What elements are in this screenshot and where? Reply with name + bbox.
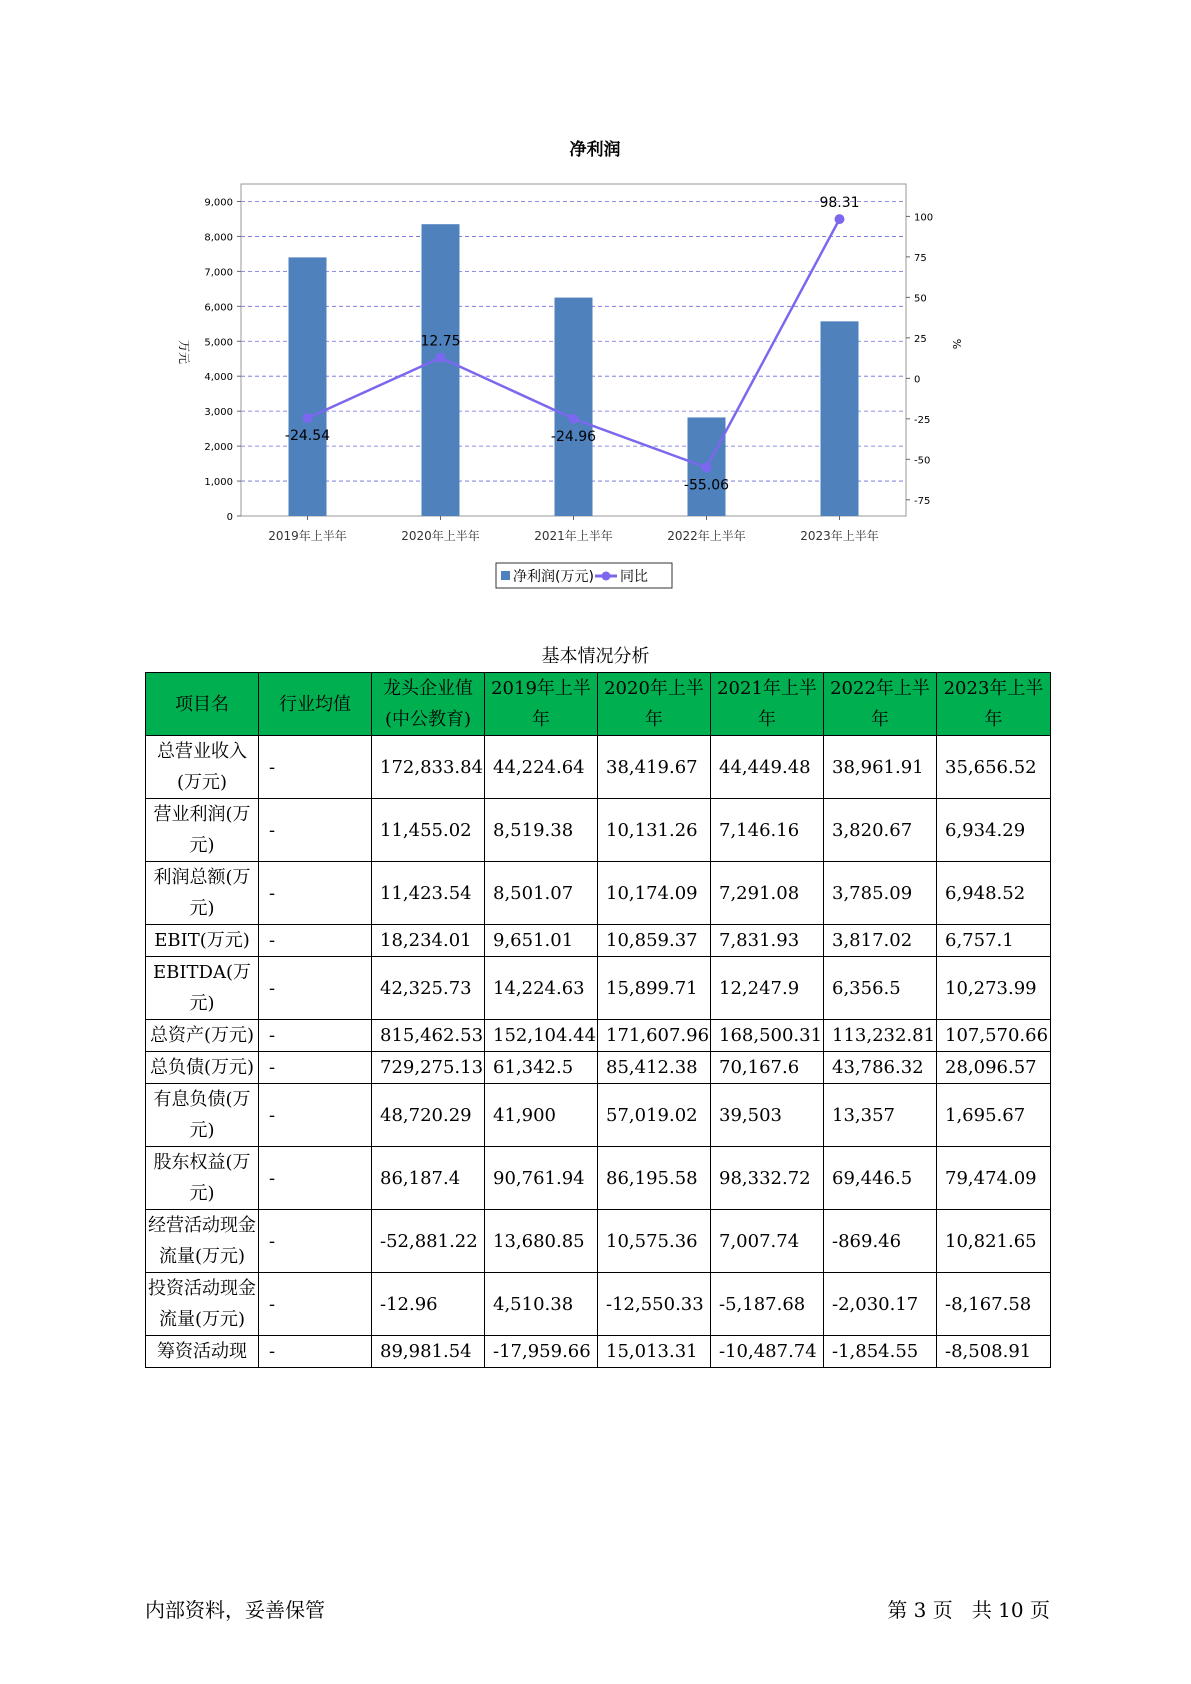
bar [821, 321, 859, 516]
column-header: 2022年上半年 [824, 673, 937, 736]
y-tick-label: 8,000 [204, 232, 233, 244]
data-label: 98.31 [819, 195, 860, 212]
row-label: 股东权益(万元) [146, 1147, 259, 1210]
table-row [146, 1273, 1051, 1336]
right-y-axis [906, 212, 933, 506]
data-label: 12.75 [420, 333, 461, 350]
line-point [835, 214, 845, 224]
industry-average-cell: - [259, 1147, 372, 1210]
value-cell: -1,854.55 [824, 1336, 937, 1368]
row-label: 利润总额(万元) [146, 862, 259, 925]
value-cell: 107,570.66 [937, 1020, 1051, 1052]
table-header-row [146, 673, 1051, 736]
value-cell: 44,224.64 [485, 736, 598, 799]
value-cell: 168,500.31 [711, 1020, 824, 1052]
value-cell: 89,981.54 [372, 1336, 485, 1368]
value-cell: 41,900 [485, 1084, 598, 1147]
chart-legend [496, 563, 672, 588]
y-tick-label: 5,000 [204, 337, 233, 349]
row-label: 投资活动现金流量(万元) [146, 1273, 259, 1336]
industry-average-cell: - [259, 862, 372, 925]
column-header: 2023年上半年 [937, 673, 1051, 736]
value-cell: 42,325.73 [372, 957, 485, 1020]
row-label: 总负债(万元) [146, 1052, 259, 1084]
value-cell: 86,195.58 [598, 1147, 711, 1210]
y-axis-label: 万元 [177, 339, 191, 365]
value-cell: 10,273.99 [937, 957, 1051, 1020]
value-cell: 152,104.44 [485, 1020, 598, 1052]
row-label: 经营活动现金流量(万元) [146, 1210, 259, 1273]
y-tick-label: 2,000 [204, 442, 233, 454]
legend-line-label: 同比 [620, 569, 648, 585]
value-cell: 7,146.16 [711, 799, 824, 862]
table-row [146, 1210, 1051, 1273]
value-cell: 14,224.63 [485, 957, 598, 1020]
table-row [146, 1147, 1051, 1210]
value-cell: 3,817.02 [824, 925, 937, 957]
y-tick-label: 7,000 [204, 267, 233, 279]
value-cell: 729,275.13 [372, 1052, 485, 1084]
x-tick-label: 2022年上半年 [667, 529, 746, 543]
row-label: EBITDA(万元) [146, 957, 259, 1020]
value-cell: 8,519.38 [485, 799, 598, 862]
value-cell: 9,651.01 [485, 925, 598, 957]
table-row [146, 862, 1051, 925]
value-cell: 15,013.31 [598, 1336, 711, 1368]
value-cell: 44,449.48 [711, 736, 824, 799]
data-label: -55.06 [683, 477, 730, 494]
value-cell: -52,881.22 [372, 1210, 485, 1273]
column-header: 2019年上半年 [485, 673, 598, 736]
y-tick-label: 0 [226, 512, 233, 523]
y2-tick-label: -25 [914, 414, 931, 426]
line-point [702, 463, 712, 473]
industry-average-cell: - [259, 736, 372, 799]
column-header: 2021年上半年 [711, 673, 824, 736]
y2-tick-label: 100 [914, 212, 934, 224]
y-tick-label: 6,000 [204, 302, 233, 314]
value-cell: 48,720.29 [372, 1084, 485, 1147]
net-profit-chart [170, 130, 1020, 600]
value-cell: 79,474.09 [937, 1147, 1051, 1210]
line-point [569, 414, 579, 424]
value-cell: -12.96 [372, 1273, 485, 1336]
value-cell: 10,131.26 [598, 799, 711, 862]
value-cell: 113,232.81 [824, 1020, 937, 1052]
industry-average-cell: - [259, 799, 372, 862]
value-cell: 4,510.38 [485, 1273, 598, 1336]
industry-average-cell: - [259, 1084, 372, 1147]
y-tick-label: 1,000 [204, 477, 233, 489]
row-label: 总资产(万元) [146, 1020, 259, 1052]
y-tick-label: 4,000 [204, 372, 233, 384]
footer-confidential-note: 内部资料，妥善保管 [145, 1598, 325, 1622]
bar-series [289, 224, 859, 516]
legend-bar-swatch [501, 571, 510, 580]
value-cell: 43,786.32 [824, 1052, 937, 1084]
value-cell: 86,187.4 [372, 1147, 485, 1210]
value-cell: 38,961.91 [824, 736, 937, 799]
industry-average-cell: - [259, 1052, 372, 1084]
value-cell: 7,291.08 [711, 862, 824, 925]
y2-tick-label: 25 [914, 333, 927, 345]
row-label: 有息负债(万元) [146, 1084, 259, 1147]
y2-tick-label: 50 [914, 293, 927, 305]
y2-axis-label: % [950, 338, 963, 350]
value-cell: 6,757.1 [937, 925, 1051, 957]
table-row [146, 799, 1051, 862]
table-row [146, 957, 1051, 1020]
value-cell: -10,487.74 [711, 1336, 824, 1368]
value-cell: 8,501.07 [485, 862, 598, 925]
industry-average-cell: - [259, 1336, 372, 1368]
value-cell: -8,508.91 [937, 1336, 1051, 1368]
data-label: -24.54 [284, 428, 331, 445]
basic-analysis-table [145, 672, 1051, 1368]
value-cell: 10,575.36 [598, 1210, 711, 1273]
value-cell: 10,174.09 [598, 862, 711, 925]
table-row [146, 1052, 1051, 1084]
value-cell: 1,695.67 [937, 1084, 1051, 1147]
value-cell: 10,859.37 [598, 925, 711, 957]
value-cell: 85,412.38 [598, 1052, 711, 1084]
industry-average-cell: - [259, 957, 372, 1020]
value-cell: -2,030.17 [824, 1273, 937, 1336]
value-cell: -12,550.33 [598, 1273, 711, 1336]
table-title: 基本情况分析 [541, 646, 650, 667]
data-label: -24.96 [550, 428, 597, 445]
x-tick-label: 2023年上半年 [800, 529, 879, 543]
row-label: 营业利润(万元) [146, 799, 259, 862]
bar [422, 224, 460, 516]
value-cell: -5,187.68 [711, 1273, 824, 1336]
value-cell: 70,167.6 [711, 1052, 824, 1084]
value-cell: 57,019.02 [598, 1084, 711, 1147]
y-tick-label: 9,000 [204, 197, 233, 209]
industry-average-cell: - [259, 925, 372, 957]
value-cell: -8,167.58 [937, 1273, 1051, 1336]
column-header: 项目名 [146, 673, 259, 736]
value-cell: 12,247.9 [711, 957, 824, 1020]
value-cell: 6,356.5 [824, 957, 937, 1020]
legend-line-marker [602, 572, 611, 581]
footer-page-number: 第 3 页 共 10 页 [887, 1598, 1050, 1622]
value-cell: 6,934.29 [937, 799, 1051, 862]
line-point [436, 353, 446, 363]
legend-bar-label: 净利润(万元) [513, 569, 594, 585]
y2-tick-label: -75 [914, 495, 931, 507]
y2-tick-label: 75 [914, 252, 927, 264]
value-cell: 35,656.52 [937, 736, 1051, 799]
x-axis [268, 516, 879, 543]
y-tick-label: 3,000 [204, 407, 233, 419]
value-cell: 3,785.09 [824, 862, 937, 925]
value-cell: 6,948.52 [937, 862, 1051, 925]
bar [289, 257, 327, 516]
value-cell: 7,831.93 [711, 925, 824, 957]
row-label: 筹资活动现 [146, 1336, 259, 1368]
value-cell: 7,007.74 [711, 1210, 824, 1273]
row-label: 总营业收入(万元) [146, 736, 259, 799]
value-cell: -17,959.66 [485, 1336, 598, 1368]
value-cell: 61,342.5 [485, 1052, 598, 1084]
line-point [303, 413, 313, 423]
table-row [146, 1336, 1051, 1368]
industry-average-cell: - [259, 1273, 372, 1336]
table-row [146, 1084, 1051, 1147]
y2-tick-label: 0 [914, 374, 921, 386]
table-row [146, 1020, 1051, 1052]
value-cell: 38,419.67 [598, 736, 711, 799]
value-cell: 90,761.94 [485, 1147, 598, 1210]
value-cell: 18,234.01 [372, 925, 485, 957]
value-cell: 69,446.5 [824, 1147, 937, 1210]
bar [555, 298, 593, 516]
industry-average-cell: - [259, 1210, 372, 1273]
x-tick-label: 2021年上半年 [534, 529, 613, 543]
value-cell: 15,899.71 [598, 957, 711, 1020]
value-cell: 171,607.96 [598, 1020, 711, 1052]
left-y-axis [204, 197, 241, 523]
column-header: 2020年上半年 [598, 673, 711, 736]
value-cell: 13,357 [824, 1084, 937, 1147]
row-label: EBIT(万元) [146, 925, 259, 957]
column-header: 龙头企业值(中公教育) [372, 673, 485, 736]
x-tick-label: 2019年上半年 [268, 529, 347, 543]
value-cell: 3,820.67 [824, 799, 937, 862]
table-row [146, 736, 1051, 799]
value-cell: -869.46 [824, 1210, 937, 1273]
value-cell: 11,423.54 [372, 862, 485, 925]
y2-tick-label: -50 [914, 455, 931, 467]
value-cell: 815,462.53 [372, 1020, 485, 1052]
table-row [146, 925, 1051, 957]
chart-title: 净利润 [569, 140, 621, 160]
value-cell: 98,332.72 [711, 1147, 824, 1210]
value-cell: 10,821.65 [937, 1210, 1051, 1273]
value-cell: 11,455.02 [372, 799, 485, 862]
value-cell: 13,680.85 [485, 1210, 598, 1273]
value-cell: 172,833.84 [372, 736, 485, 799]
value-cell: 39,503 [711, 1084, 824, 1147]
column-header: 行业均值 [259, 673, 372, 736]
x-tick-label: 2020年上半年 [401, 529, 480, 543]
industry-average-cell: - [259, 1020, 372, 1052]
value-cell: 28,096.57 [937, 1052, 1051, 1084]
